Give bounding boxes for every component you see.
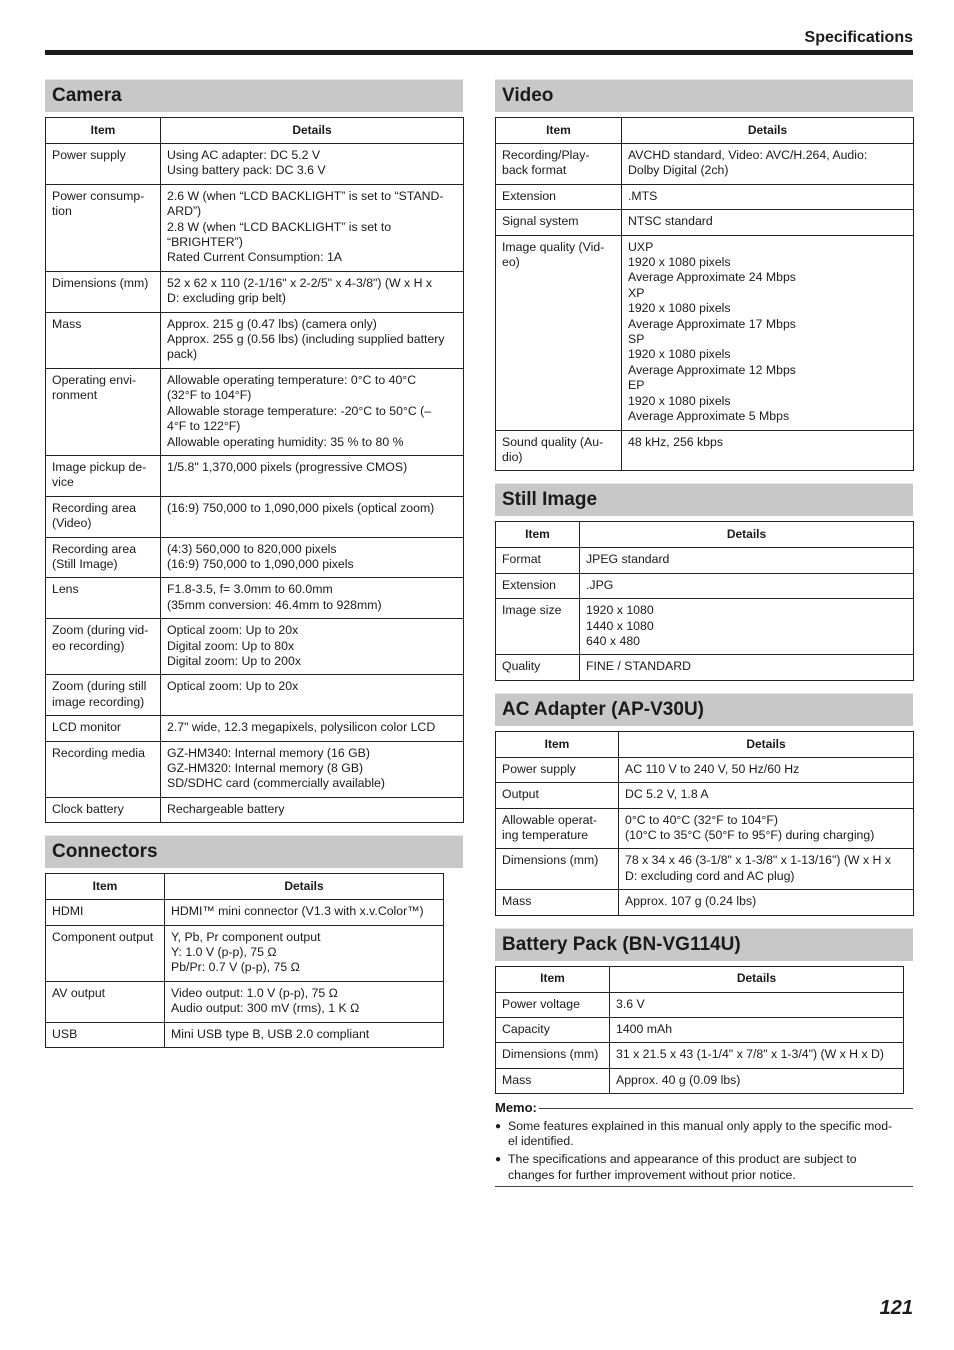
details-text-line: D: excluding grip belt) (167, 291, 286, 306)
details-cell (161, 455, 464, 496)
details-text-line: Optical zoom: Up to 20x (167, 679, 299, 694)
details-cell (619, 890, 914, 915)
item-cell (496, 430, 622, 471)
section-title: Still Image (495, 483, 913, 516)
item-text-line: eo recording) (52, 638, 125, 653)
details-text-line: Digital zoom: Up to 80x (167, 638, 295, 653)
item-text-line: (Still Image) (52, 556, 118, 571)
item-text-line: Clock battery (52, 801, 124, 816)
table-row (46, 578, 464, 619)
column-header-item: Item (496, 966, 610, 992)
item-cell (496, 1043, 610, 1068)
memo-text-line: changes for further improvement without prior notice. (508, 1167, 796, 1182)
column-header-details: Details (622, 118, 914, 144)
table-row (496, 235, 914, 430)
details-text-line: 1440 x 1080 (586, 618, 654, 633)
camera-section (45, 79, 463, 823)
item-text-line: Mass (502, 894, 532, 909)
details-cell (580, 548, 914, 573)
details-text-line: Average Approximate 17 Mbps (628, 316, 796, 331)
column-header-item: Item (496, 731, 619, 757)
table-row (496, 1018, 904, 1043)
details-text-line: Allowable storage temperature: -20°C to 50°C (– (167, 403, 432, 418)
column-header-details: Details (161, 118, 464, 144)
memo-box (495, 1100, 913, 1187)
details-text-line: D: excluding cord and AC plug) (625, 868, 795, 883)
table-row (46, 455, 464, 496)
details-text-line: DC 5.2 V, 1.8 A (625, 787, 709, 802)
details-text-line: Average Approximate 5 Mbps (628, 409, 790, 424)
item-cell (46, 578, 161, 619)
item-cell (46, 925, 165, 981)
table-row (496, 1068, 904, 1093)
table-row (46, 675, 464, 716)
details-text-line: 1920 x 1080 pixels (628, 301, 731, 316)
details-text-line: UXP (628, 239, 654, 254)
table-row (496, 210, 914, 235)
item-cell (496, 599, 580, 655)
details-text-line: 1920 x 1080 (586, 603, 654, 618)
item-cell (496, 757, 619, 782)
table-row (496, 655, 914, 680)
item-text-line: Mass (52, 316, 82, 331)
details-text-line: SD/SDHC card (commercially available) (167, 776, 385, 791)
column-header-item: Item (46, 118, 161, 144)
details-text-line: 2.8 W (when “LCD BACKLIGHT” is set to (167, 219, 392, 234)
item-text-line: Power consump- (52, 188, 145, 203)
details-text-line: 0°C to 40°C (32°F to 104°F) (625, 812, 778, 827)
page-header-title: Specifications (804, 29, 913, 46)
item-text-line: Component output (52, 929, 154, 944)
details-cell (165, 925, 444, 981)
details-text-line: 78 x 34 x 46 (3-1/8" x 1-3/8" x 1-13/16") (W x H x (625, 853, 891, 868)
details-text-line: Rechargeable battery (167, 801, 285, 816)
spec-table (45, 117, 464, 823)
details-text-line: (10°C to 35°C (50°F to 95°F) during charging) (625, 827, 875, 842)
details-cell (161, 716, 464, 741)
item-text-line: Dimensions (mm) (502, 853, 599, 868)
column-header-item: Item (496, 522, 580, 548)
table-row (46, 741, 464, 797)
table-row (496, 184, 914, 209)
details-cell (161, 619, 464, 675)
details-text-line: JPEG standard (586, 552, 670, 567)
table-row (46, 184, 464, 271)
table-row (46, 716, 464, 741)
details-text-line: 1920 x 1080 pixels (628, 347, 731, 362)
item-cell (496, 655, 580, 680)
item-cell (496, 992, 610, 1017)
table-row (496, 783, 914, 808)
details-text-line: 2.7" wide, 12.3 megapixels, polysilicon color LCD (167, 720, 436, 735)
spec-table (495, 731, 914, 916)
details-text-line: F1.8-3.5, f= 3.0mm to 60.0mm (167, 582, 333, 597)
item-text-line: Capacity (502, 1022, 550, 1036)
details-cell (161, 578, 464, 619)
details-text-line: 1920 x 1080 pixels (628, 255, 731, 270)
details-text-line: (4:3) 560,000 to 820,000 pixels (167, 541, 337, 556)
details-cell (610, 1043, 904, 1068)
item-text-line: USB (52, 1026, 78, 1041)
item-text-line: Mass (502, 1072, 532, 1087)
section-title: Connectors (45, 835, 463, 868)
details-cell (161, 797, 464, 822)
details-cell (622, 235, 914, 430)
details-text-line: 4°F to 122°F) (167, 419, 241, 434)
details-text-line: pack) (167, 347, 198, 362)
item-text-line: Dimensions (mm) (52, 275, 149, 290)
item-cell (46, 368, 161, 455)
column-header-item: Item (496, 118, 622, 144)
table-row (496, 573, 914, 598)
column-header-item: Item (46, 874, 165, 900)
details-cell (619, 808, 914, 849)
details-text-line: 640 x 480 (586, 633, 641, 648)
item-cell (496, 184, 622, 209)
details-text-line: Allowable operating temperature: 0°C to 40°C (167, 372, 417, 387)
details-text-line: 3.6 V (616, 996, 645, 1011)
table-row (46, 619, 464, 675)
item-text-line: Dimensions (mm) (502, 1047, 599, 1062)
memo-list (495, 1119, 913, 1184)
connectors-section (45, 835, 463, 1048)
still-image-section (495, 483, 913, 680)
item-cell (46, 619, 161, 675)
item-cell (496, 210, 622, 235)
item-cell (496, 808, 619, 849)
details-text-line: HDMI™ mini connector (V1.3 with x.v.Color™) (171, 904, 424, 919)
table-row (46, 925, 444, 981)
item-cell (46, 741, 161, 797)
table-row (46, 900, 444, 925)
header-rule (45, 50, 913, 55)
spec-table (495, 966, 904, 1095)
details-text-line: Approx. 107 g (0.24 lbs) (625, 894, 757, 909)
details-cell (619, 849, 914, 890)
table-row (496, 992, 904, 1017)
item-text-line: ing temperature (502, 827, 589, 842)
table-row (496, 757, 914, 782)
details-text-line: 1/5.8" 1,370,000 pixels (progressive CMOS) (167, 459, 408, 474)
details-text-line: Average Approximate 24 Mbps (628, 270, 796, 285)
item-text-line: (Video) (52, 516, 92, 531)
memo-label: Memo: (495, 1100, 537, 1116)
details-text-line: Y: 1.0 V (p-p), 75 Ω (171, 945, 277, 960)
item-text-line: back format (502, 163, 567, 178)
details-text-line: Digital zoom: Up to 200x (167, 653, 301, 668)
details-text-line: 2.6 W (when “LCD BACKLIGHT” is set to “STAND- (167, 188, 444, 203)
item-text-line: Extension (502, 577, 557, 592)
details-text-line: Optical zoom: Up to 20x (167, 623, 299, 638)
details-cell (622, 184, 914, 209)
left-column (45, 79, 463, 1048)
item-text-line: Power voltage (502, 996, 580, 1011)
details-text-line: 1400 mAh (616, 1022, 673, 1036)
details-text-line: AC 110 V to 240 V, 50 Hz/60 Hz (625, 761, 800, 776)
item-cell (496, 548, 580, 573)
item-cell (46, 271, 161, 312)
details-text-line: (35mm conversion: 46.4mm to 928mm) (167, 597, 382, 612)
table-row (46, 1022, 444, 1047)
item-cell (496, 1068, 610, 1093)
details-cell (161, 741, 464, 797)
memo-bottom-rule (495, 1186, 913, 1187)
item-cell (496, 783, 619, 808)
table-row (496, 849, 914, 890)
details-text-line: 1920 x 1080 pixels (628, 393, 731, 408)
item-text-line: Zoom (during still (52, 679, 147, 694)
page-number: 121 (879, 1297, 913, 1319)
details-text-line: Video output: 1.0 V (p-p), 75 Ω (171, 985, 338, 1000)
item-text-line: dio) (502, 449, 523, 464)
details-text-line: .JPG (586, 577, 614, 592)
item-cell (496, 573, 580, 598)
details-cell (619, 757, 914, 782)
details-cell (165, 1022, 444, 1047)
details-cell (161, 537, 464, 578)
battery-pack-section (495, 928, 913, 1095)
section-title: Battery Pack (BN-VG114U) (495, 928, 913, 961)
item-cell (46, 455, 161, 496)
item-text-line: vice (52, 475, 74, 490)
item-text-line: Recording/Play- (502, 148, 590, 162)
item-text-line: Allowable operat- (502, 812, 598, 827)
section-title: Camera (45, 79, 463, 112)
details-text-line: ARD”) (167, 204, 202, 219)
details-cell (580, 655, 914, 680)
details-text-line: Dolby Digital (2ch) (628, 163, 729, 178)
details-cell (622, 430, 914, 471)
section-title: Video (495, 79, 913, 112)
details-text-line: 31 x 21.5 x 43 (1-1/4" x 7/8" x 1-3/4") (W x H x D) (616, 1047, 885, 1062)
item-text-line: AV output (52, 985, 106, 1000)
details-text-line: .MTS (628, 188, 658, 203)
item-cell (46, 981, 165, 1022)
details-text-line: XP (628, 285, 645, 300)
details-text-line: Pb/Pr: 0.7 V (p-p), 75 Ω (171, 960, 300, 975)
details-text-line: GZ-HM340: Internal memory (16 GB) (167, 745, 370, 760)
ac-adapter-section (495, 693, 913, 916)
item-text-line: tion (52, 204, 72, 219)
details-cell (165, 900, 444, 925)
details-text-line: 48 kHz, 256 kbps (628, 434, 724, 449)
table-row (46, 144, 464, 185)
memo-text-line: Some features explained in this manual only apply to the specific mod- (508, 1118, 893, 1133)
item-text-line: LCD monitor (52, 720, 122, 735)
item-text-line: eo) (502, 255, 520, 270)
item-text-line: Image quality (Vid- (502, 239, 605, 254)
memo-text-line: The specifications and appearance of this product are subject to (508, 1152, 857, 1167)
details-text-line: 52 x 62 x 110 (2-1/16" x 2-2/5" x 4-3/8") (W x H x (167, 275, 433, 290)
details-cell (610, 1018, 904, 1043)
memo-bullet-item (495, 1119, 913, 1150)
details-cell (161, 675, 464, 716)
details-text-line: Approx. 215 g (0.47 lbs) (camera only) (167, 316, 377, 331)
table-row (496, 890, 914, 915)
item-cell (496, 144, 622, 185)
item-text-line: Recording media (52, 745, 145, 760)
details-cell (610, 992, 904, 1017)
item-cell (496, 235, 622, 430)
item-text-line: Recording area (52, 500, 137, 515)
details-text-line: Mini USB type B, USB 2.0 compliant (171, 1026, 370, 1041)
item-text-line: image recording) (52, 694, 145, 709)
details-text-line: Using battery pack: DC 3.6 V (167, 163, 326, 178)
details-text-line: (32°F to 104°F) (167, 388, 252, 403)
details-cell (161, 271, 464, 312)
table-row (496, 1043, 904, 1068)
item-text-line: Lens (52, 582, 79, 597)
spec-table (45, 873, 444, 1048)
details-text-line: NTSC standard (628, 214, 713, 229)
details-text-line: Rated Current Consumption: 1A (167, 250, 342, 265)
item-text-line: Format (502, 552, 541, 567)
item-cell (46, 312, 161, 368)
table-row (46, 271, 464, 312)
memo-text-line: el identified. (508, 1134, 574, 1149)
column-header-details: Details (580, 522, 914, 548)
details-cell (580, 573, 914, 598)
details-text-line: Y, Pb, Pr component output (171, 929, 321, 944)
table-row (496, 144, 914, 185)
details-text-line: Allowable operating humidity: 35 % to 80 % (167, 434, 404, 449)
details-text-line: AVCHD standard, Video: AVC/H.264, Audio: (628, 148, 868, 162)
item-cell (496, 849, 619, 890)
spec-table (495, 521, 914, 680)
item-cell (496, 1018, 610, 1043)
details-text-line: GZ-HM320: Internal memory (8 GB) (167, 761, 364, 775)
item-text-line: Signal system (502, 214, 579, 229)
memo-bullet-item (495, 1152, 913, 1183)
item-cell (46, 675, 161, 716)
table-row (46, 368, 464, 455)
item-cell (46, 716, 161, 741)
bullet-icon: ● (495, 1154, 502, 1166)
item-text-line: Extension (502, 188, 557, 203)
details-cell (165, 981, 444, 1022)
spec-table (495, 117, 914, 471)
item-cell (46, 184, 161, 271)
item-text-line: Image size (502, 603, 562, 618)
table-row (496, 808, 914, 849)
details-text-line: (16:9) 750,000 to 1,090,000 pixels (optical zoom) (167, 500, 435, 515)
item-text-line: Zoom (during vid- (52, 623, 149, 638)
item-text-line: Image pickup de- (52, 459, 147, 474)
details-text-line: Approx. 255 g (0.56 lbs) (including supplied battery (167, 332, 445, 347)
details-cell (161, 496, 464, 537)
item-text-line: Quality (502, 659, 541, 674)
item-text-line: Output (502, 787, 539, 802)
item-cell (46, 1022, 165, 1047)
column-header-details: Details (610, 966, 904, 992)
section-title: AC Adapter (AP-V30U) (495, 693, 913, 726)
details-text-line: Average Approximate 12 Mbps (628, 362, 796, 377)
item-text-line: Power supply (502, 761, 576, 776)
details-text-line: FINE / STANDARD (586, 659, 691, 674)
bullet-icon: ● (495, 1120, 502, 1132)
details-text-line: EP (628, 378, 645, 393)
details-cell (622, 144, 914, 185)
item-text-line: Recording area (52, 541, 137, 556)
table-row (46, 312, 464, 368)
memo-rule (539, 1108, 913, 1109)
item-text-line: Sound quality (Au- (502, 434, 604, 449)
table-row (496, 599, 914, 655)
details-cell (161, 312, 464, 368)
table-row (46, 797, 464, 822)
details-cell (161, 184, 464, 271)
item-cell (46, 797, 161, 822)
table-row (46, 537, 464, 578)
item-cell (46, 900, 165, 925)
details-text-line: SP (628, 332, 645, 347)
details-cell (161, 368, 464, 455)
column-header-details: Details (165, 874, 444, 900)
details-cell (580, 599, 914, 655)
item-cell (46, 537, 161, 578)
details-text-line: “BRIGHTER”) (167, 235, 243, 250)
video-section (495, 79, 913, 471)
details-cell (161, 144, 464, 185)
details-text-line: Approx. 40 g (0.09 lbs) (616, 1072, 741, 1087)
right-column (495, 79, 913, 1187)
item-cell (46, 496, 161, 537)
details-cell (619, 783, 914, 808)
details-text-line: Audio output: 300 mV (rms), 1 K Ω (171, 1001, 360, 1016)
column-header-details: Details (619, 731, 914, 757)
item-text-line: HDMI (52, 904, 84, 919)
details-text-line: (16:9) 750,000 to 1,090,000 pixels (167, 556, 354, 571)
table-row (496, 430, 914, 471)
table-row (46, 981, 444, 1022)
details-cell (610, 1068, 904, 1093)
details-text-line: Using AC adapter: DC 5.2 V (167, 148, 321, 162)
details-cell (622, 210, 914, 235)
item-text-line: Operating envi- (52, 372, 137, 387)
table-row (496, 548, 914, 573)
item-text-line: Power supply (52, 148, 126, 162)
item-cell (46, 144, 161, 185)
item-cell (496, 890, 619, 915)
table-row (46, 496, 464, 537)
item-text-line: ronment (52, 388, 98, 403)
